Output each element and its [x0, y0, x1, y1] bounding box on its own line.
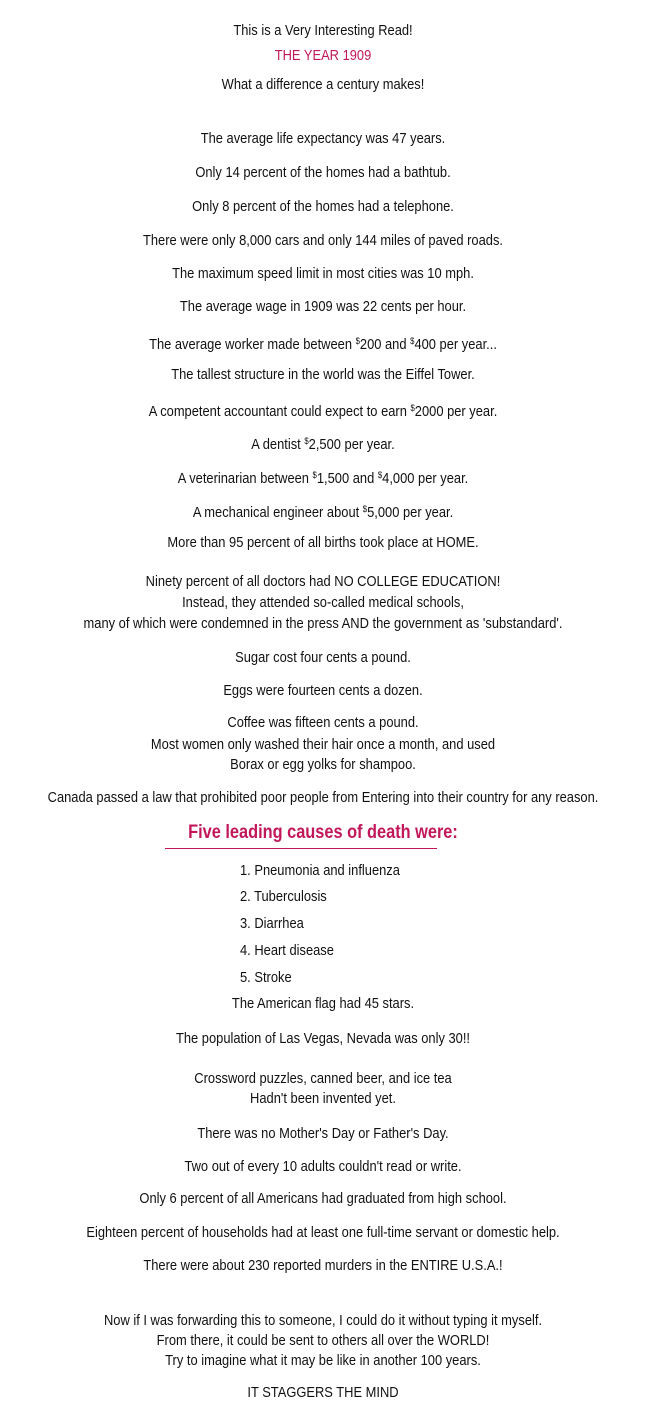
- dollar-sign: $: [304, 436, 309, 446]
- fact-births: More than 95 percent of all births took place at HOME.: [167, 534, 479, 551]
- dollar-sign: $: [410, 336, 415, 346]
- page-title: THE YEAR 1909: [274, 47, 372, 64]
- fact-servants: Eighteen percent of households had at least one full-time servant or domestic help.: [86, 1224, 560, 1241]
- fact-speed-limit: The maximum speed limit in most cities was 10 mph.: [172, 265, 474, 282]
- fact-sugar: Sugar cost four cents a pound.: [235, 649, 411, 666]
- causes-heading: Five leading causes of death were:: [188, 822, 458, 843]
- closing-line-3: Try to imagine what it may be like in another 100 years.: [165, 1352, 481, 1369]
- fact-coffee: Coffee was fifteen cents a pound.: [227, 714, 419, 731]
- fact-dentist: [45, 432, 601, 454]
- fact-telephone: Only 8 percent of the homes had a telephone.: [192, 198, 454, 215]
- dentist-amount: 2,500: [308, 436, 341, 453]
- closing-line-1: Now if I was forwarding this to someone, I could do it without typing it myself.: [103, 1312, 543, 1329]
- accountant-amount: 2000: [414, 403, 444, 420]
- accountant-text-pre: A competent accountant could expect to earn: [148, 403, 411, 420]
- vet-text-pre: A veterinarian between: [177, 470, 313, 487]
- fact-wage: The average wage in 1909 was 22 cents per hour.: [179, 298, 467, 315]
- closing-line-2: From there, it could be sent to others all over the WORLD!: [156, 1332, 490, 1349]
- vet-text-mid: and: [349, 470, 378, 487]
- fact-veterinarian: [45, 466, 601, 488]
- fact-doctors-2: Instead, they attended so-called medical schools,: [182, 594, 464, 611]
- accountant-text-post: per year.: [443, 403, 498, 420]
- fact-murders: There were about 230 reported murders in the ENTIRE U.S.A.!: [143, 1257, 503, 1274]
- fact-hair-2: Borax or egg yolks for shampoo.: [230, 756, 416, 773]
- fact-life-expectancy: The average life expectancy was 47 years.: [200, 130, 446, 147]
- engineer-amount: 5,000: [367, 504, 400, 521]
- fact-las-vegas: The population of Las Vegas, Nevada was only 30!!: [175, 1030, 471, 1047]
- dentist-text-pre: A dentist: [251, 436, 305, 453]
- dollar-sign: $: [362, 504, 368, 514]
- fact-doctors-3: many of which were condemned in the press AND the government as 'substandard'.: [83, 615, 563, 632]
- dollar-sign: $: [355, 336, 360, 346]
- cause-item-1: 1. Pneumonia and influenza: [240, 862, 400, 879]
- vet-amount-a: 1,500: [316, 470, 350, 487]
- fact-hair-1: Most women only washed their hair once a month, and used: [150, 736, 496, 753]
- intro-line: This is a Very Interesting Read!: [233, 22, 413, 39]
- fact-worker-earnings: [45, 332, 601, 354]
- fact-eggs: Eggs were fourteen cents a dozen.: [223, 682, 423, 699]
- vet-amount-b: 4,000: [382, 470, 415, 487]
- worker-text-mid: and: [381, 336, 411, 353]
- fact-flag: The American flag had 45 stars.: [231, 995, 415, 1012]
- fact-high-school: Only 6 percent of all Americans had graduated from high school.: [139, 1190, 507, 1207]
- worker-text-post: per year...: [435, 336, 497, 353]
- fact-crossword-2: Hadn't been invented yet.: [250, 1090, 396, 1107]
- dollar-sign: $: [312, 470, 317, 480]
- worker-amount-b: 400: [414, 336, 436, 353]
- fact-accountant: [45, 399, 601, 421]
- engineer-text-post: per year.: [399, 504, 454, 521]
- cause-item-5: 5. Stroke: [240, 969, 292, 986]
- cause-item-4: 4. Heart disease: [240, 942, 334, 959]
- causes-heading-underline: [165, 848, 437, 849]
- fact-mothers-day: There was no Mother's Day or Father's Day.: [197, 1125, 449, 1142]
- worker-amount-a: 200: [359, 336, 382, 353]
- worker-text-pre: The average worker made between: [149, 336, 356, 353]
- dollar-sign: $: [410, 403, 415, 413]
- fact-tallest-structure: The tallest structure in the world was the Eiffel Tower.: [171, 366, 475, 383]
- cause-item-2: 2. Tuberculosis: [240, 888, 327, 905]
- fact-doctors-1: Ninety percent of all doctors had NO COLLEGE EDUCATION!: [145, 573, 501, 590]
- dentist-text-post: per year.: [340, 436, 395, 453]
- subtitle: What a difference a century makes!: [221, 76, 425, 93]
- vet-text-post: per year.: [414, 470, 469, 487]
- closing-final: IT STAGGERS THE MIND: [247, 1384, 399, 1401]
- engineer-text-pre: A mechanical engineer about: [192, 504, 363, 521]
- fact-literacy: Two out of every 10 adults couldn't read or write.: [184, 1158, 462, 1175]
- fact-crossword-1: Crossword puzzles, canned beer, and ice tea: [194, 1070, 452, 1087]
- dollar-sign: $: [377, 470, 383, 480]
- fact-bathtub: Only 14 percent of the homes had a bathtub.: [195, 164, 451, 181]
- fact-cars: There were only 8,000 cars and only 144 miles of paved roads.: [143, 232, 503, 249]
- cause-item-3: 3. Diarrhea: [240, 915, 304, 932]
- fact-engineer: [45, 500, 601, 522]
- fact-canada: Canada passed a law that prohibited poor people from Entering into their country for any reason.: [47, 789, 599, 806]
